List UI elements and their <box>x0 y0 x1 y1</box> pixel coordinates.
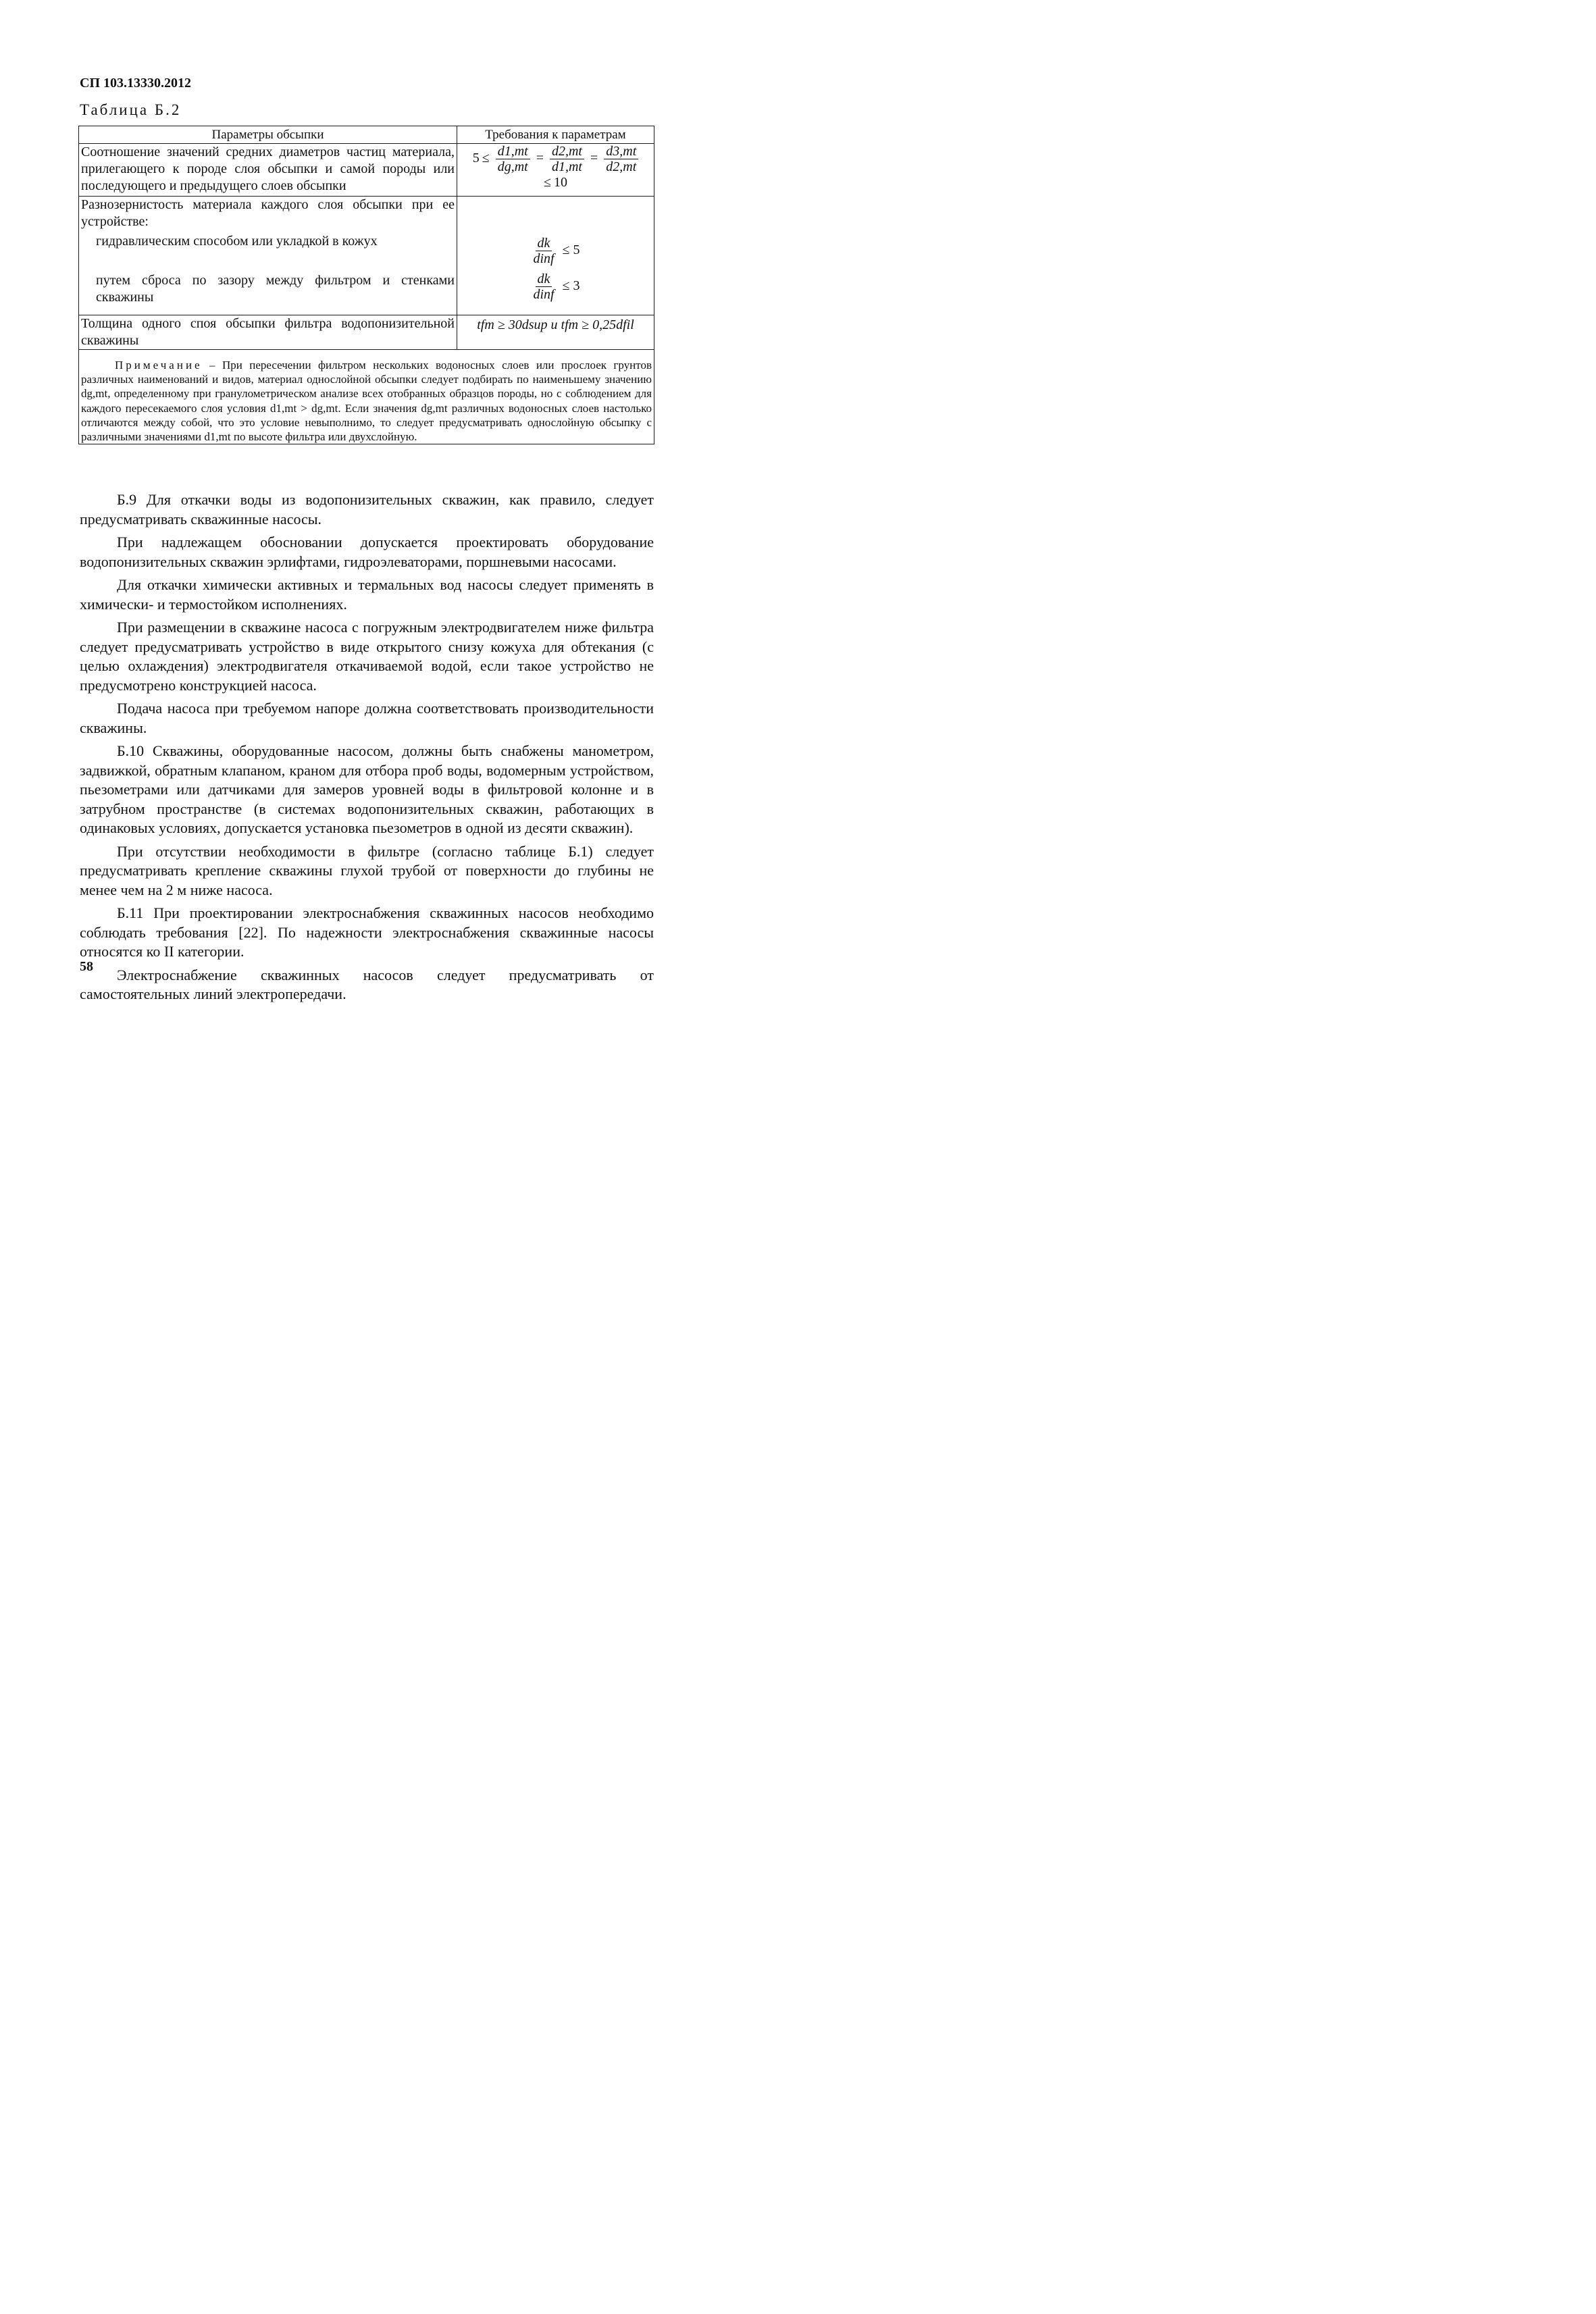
formula-le: ≤ <box>544 175 551 190</box>
paragraph: При размещении в скважине насоса с погружным электродвигателем ниже фильтра следует предусматривать устройство в виде открытого снизу кожуха для обтекания (с целью охлаждения) электродвигателя откачиваемой водой, если такое устройство не предусмотрено конструкцией насоса. <box>80 619 654 694</box>
table-row <box>79 315 654 350</box>
row2-formula-1 <box>459 236 652 266</box>
fraction-num: dk <box>536 272 552 287</box>
table-row <box>79 350 654 359</box>
col-header-requirements: Требования к параметрам <box>457 126 654 144</box>
row1-param: Соотношение значений средних диаметров частиц материала, прилегающего к породе слоя обсыпки и самой породы или последующего и предыдущего слоев обсыпки <box>79 144 457 197</box>
paragraph: Подача насоса при требуемом напоре должна соответствовать производительности скважины. <box>80 700 654 736</box>
paragraph: Б.9 Для откачки воды из водопонизительных скважин, как правило, следует предусматривать скважинные насосы. <box>80 491 654 528</box>
table-header-row <box>79 126 654 144</box>
table-row <box>79 197 654 315</box>
note-row <box>79 358 654 444</box>
row2-formula-2 <box>459 272 652 302</box>
formula-eq: = <box>536 151 544 166</box>
fraction <box>496 144 530 174</box>
formula-eq: = <box>590 151 598 166</box>
row2-sub1: гидравлическим способом или укладкой в кожух <box>96 234 378 249</box>
spacer-cell <box>79 350 654 359</box>
paragraph: При отсутствии необходимости в фильтре (согласно таблице Б.1) следует предусматривать крепление скважины глухой трубой от поверхности до глубины не менее чем на 2 м ниже насоса. <box>80 842 654 898</box>
table-title: Таблица Б.2 <box>80 101 182 118</box>
paragraph: Б.10 Скважины, оборудованные насосом, должны быть снабжены манометром, задвижкой, обратным клапаном, краном для отбора проб воды, водомерным устройством, пьезометрами или датчиками для замеров уровней воды в фильтровой колонне и в затрубном пространстве (в системах водопонизительных скважин, работающих в одинаковых условиях, допускается установка пьезометров в одной из десяти скважин). <box>80 742 654 836</box>
fraction <box>550 144 584 174</box>
col-header-params: Параметры обсыпки <box>79 126 457 144</box>
fraction-den: dinf <box>533 251 555 266</box>
row1-formula <box>457 144 654 197</box>
formula-upper: 10 <box>553 175 567 190</box>
doc-code: СП 103.13330.2012 <box>80 76 191 91</box>
note-cell <box>79 358 654 444</box>
fraction <box>604 144 638 174</box>
paragraph: Электроснабжение скважинных насосов следует предусматривать от самостоятельных линий электропередачи. <box>80 966 654 1002</box>
fraction-num: dk <box>536 236 552 251</box>
row2-title: Разнозернистость материала каждого слоя обсыпки при ее устройстве: <box>81 197 455 229</box>
body-text <box>80 490 654 1004</box>
row3-param: Толщина одного споя обсыпки фильтра водопонизительной скважины <box>79 315 457 350</box>
table-row <box>79 144 654 197</box>
fraction-num: d1,mt <box>496 144 530 159</box>
row2-formula <box>457 197 654 315</box>
page-number: 58 <box>80 959 93 974</box>
fraction <box>531 272 556 302</box>
fraction-den: d1,mt <box>551 159 582 174</box>
fraction-num: d3,mt <box>604 144 638 159</box>
parameters-table <box>78 126 654 444</box>
formula-rel: ≤ 5 <box>562 242 580 258</box>
fraction-den: dg,mt <box>497 159 528 174</box>
row3-formula: tfm ≥ 30dsup и tfm ≥ 0,25dfil <box>457 315 654 350</box>
formula-rel: ≤ 3 <box>562 278 580 294</box>
row2-sub2: путем сброса по зазору между фильтром и стенками скважины <box>96 273 455 305</box>
note-text: – При пересечении фильтром нескольких водоносных слоев или прослоек грунтов различных наименований и видов, материал однослойной обсыпки следует подбирать по наименьшему значению dg,mt, определенному при гранулометрическом анализе всех отобранных образцов породы, но с соблюдением для каждого пересекаемого слоя условия d1,mt > dg,mt. Если значения dg,mt различных водоносных слоев настолько отличаются между собой, что это условие невыполнимо, то следует предусматривать однослойную обсыпку с различными значениями d1,mt по высоте фильтра или двухслойную. <box>81 359 652 444</box>
paragraph: Б.11 При проектировании электроснабжения скважинных насосов необходимо соблюдать требования [22]. По надежности электроснабжения скважинные насосы относятся ко II категории. <box>80 904 654 960</box>
fraction-num: d2,mt <box>550 144 584 159</box>
note-label: Примечание <box>115 359 203 371</box>
fraction <box>531 236 556 266</box>
fraction-den: dinf <box>533 287 555 302</box>
paragraph: При надлежащем обосновании допускается проектировать оборудование водопонизительных скважин эрлифтами, гидроэлеваторами, поршневыми насосами. <box>80 534 654 570</box>
formula-lower: 5 <box>472 151 480 166</box>
fraction-den: d2,mt <box>606 159 637 174</box>
paragraph: Для откачки химически активных и термальных вод насосы следует применять в химически- и термостойком исполнениях. <box>80 576 654 613</box>
formula-le: ≤ <box>482 151 490 166</box>
row2-param <box>79 197 457 315</box>
